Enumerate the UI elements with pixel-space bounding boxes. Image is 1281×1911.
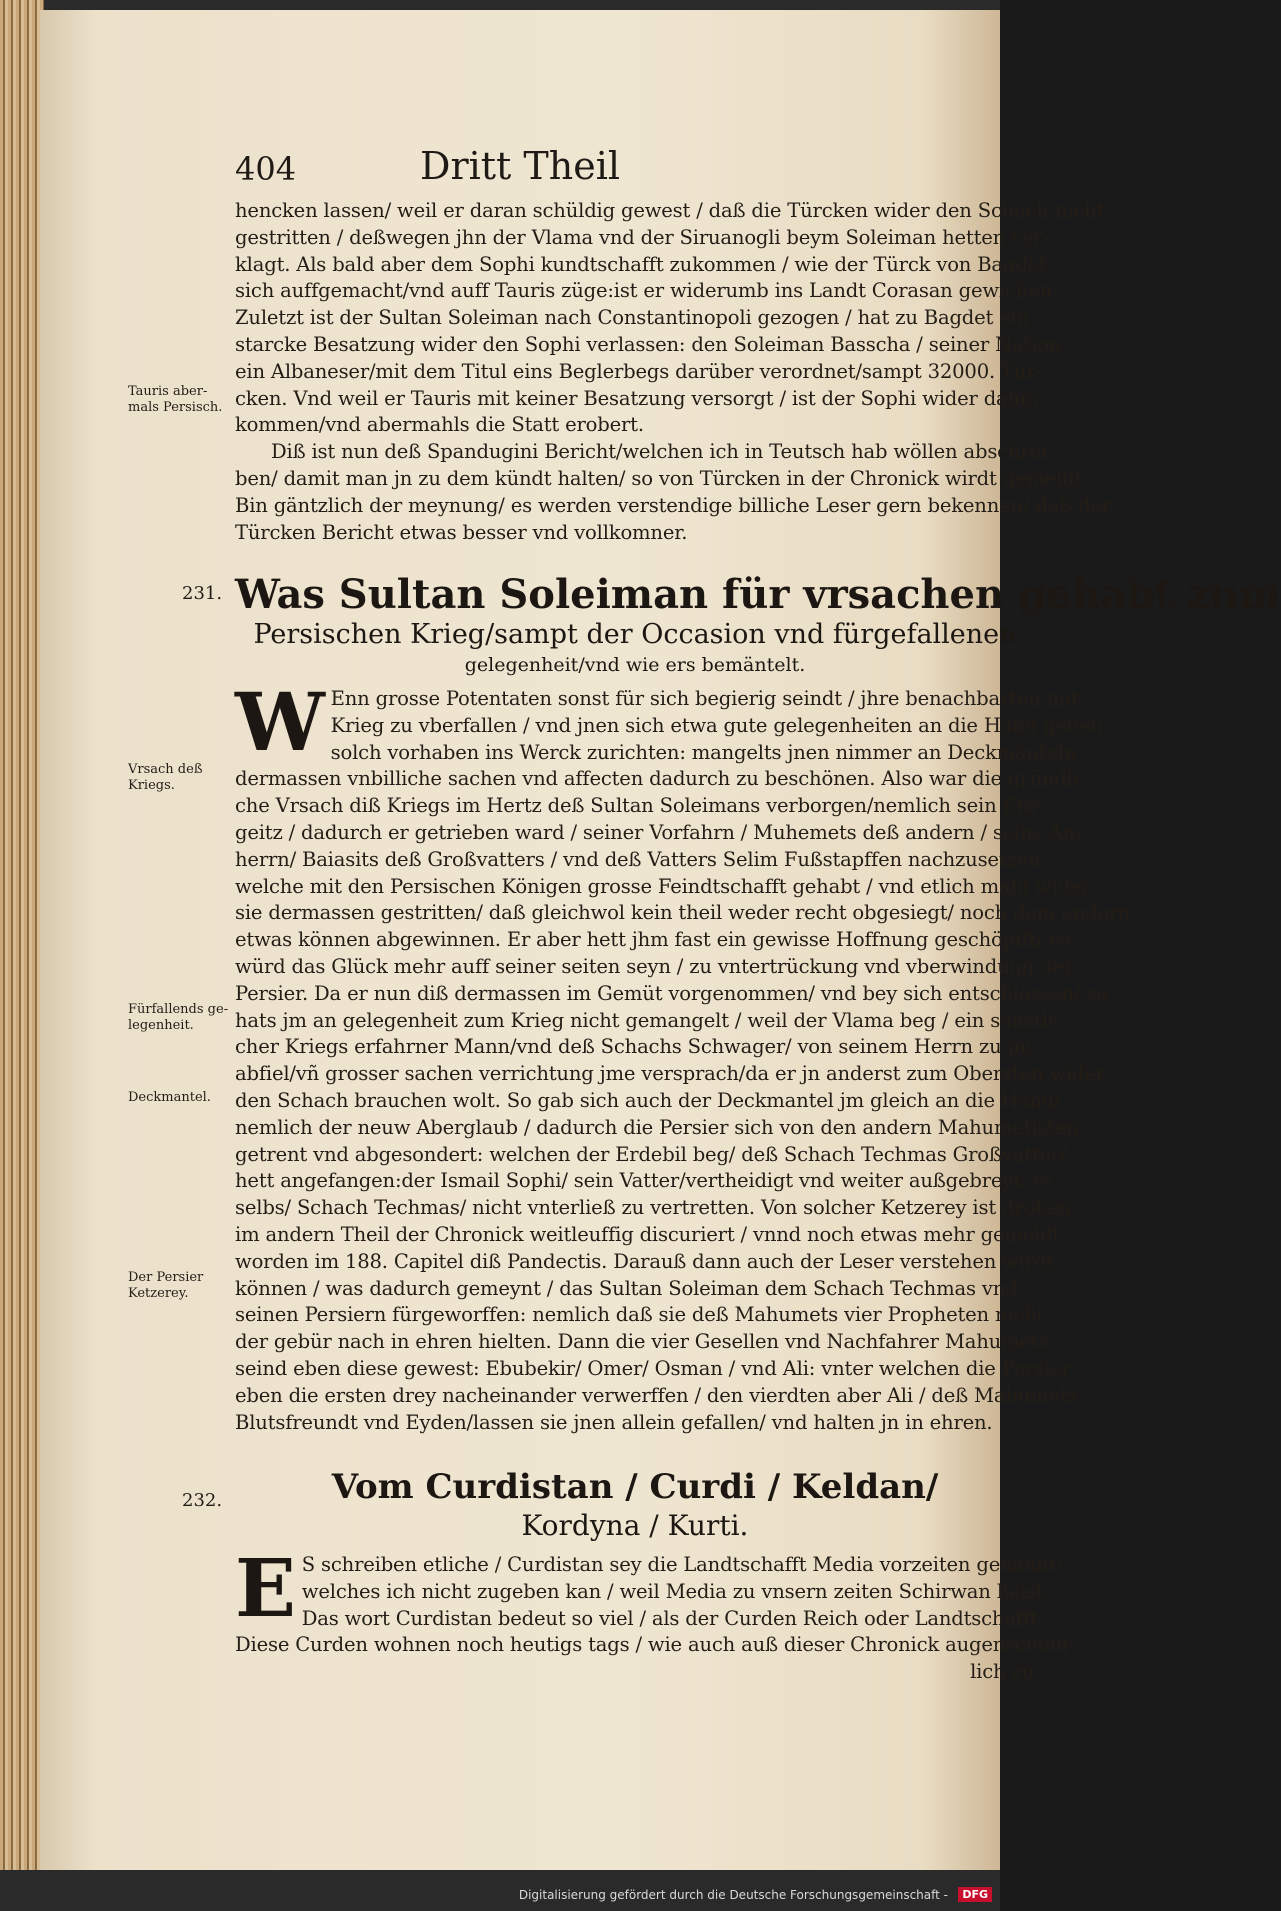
section-231-heading-line1: Was Sultan Soleiman für vrsachen gehabt zum [235,571,1281,618]
text-line: Blutsfreundt vnd Eyden/lassen sie jnen allein gefallen/ vnd halten jn in ehren. [235,1410,993,1434]
text-line: etwas können abgewinnen. Er aber hett jhm fast ein gewisse Hoffnung geschöpfft/ es [235,928,1071,952]
text-line: welche mit den Persischen Königen grosse Feindtschafft gehabt / vnd etlich mahl wider [235,874,1091,898]
text-line: können / was dadurch gemeynt / das Sultan Soleiman dem Schach Techmas vnd [235,1276,1018,1300]
text-line: starcke Besatzung wider den Sophi verlassen: den Soleiman Basscha / seiner Nation [235,332,1062,356]
text-line: hencken lassen/ weil er daran schüldig gewest / daß die Türcken wider den Schach nicht [235,199,1105,222]
text-line: der gebür nach in ehren hielten. Dann die vier Gesellen vnd Nachfahrer Mahumets [235,1330,1049,1354]
text-line: selbs/ Schach Techmas/ nicht vnterließ zu vertretten. Von solcher Ketzerey ist droben [235,1196,1072,1220]
section-number-232: 232. [182,1490,223,1511]
text-line: im andern Theil der Chronick weitleuffig discuriert / vnnd noch etwas mehr gemeldt [235,1222,1061,1246]
digitization-footer [0,1883,1000,1911]
text-line: hett angefangen:der Ismail Sophi/ sein Vatter/vertheidigt vnd weiter außgebreyt: er [235,1169,1054,1193]
text-line: geitz / dadurch er getrieben ward / seiner Vorfahrn / Muhemets deß andern / seins An- [235,820,1082,844]
dfg-credit: Digitalisierung gefördert durch die Deutsche Forschungsgemeinschaft - [518,1888,948,1902]
section-231-body [235,675,1131,1436]
running-head: Dritt Theil [419,144,621,188]
text-line: ein Albaneser/mit dem Titul eins Beglerbegs darüber verordnet/sampt 32000. Tür- [235,359,1042,383]
margin-note-ursach: Vrsach deß Kriegs. [128,762,203,793]
page-number: 404 [235,150,297,188]
text-line: Persier. Da er nun diß dermassen im Gemüt vorgenommen/ vnd bey sich entschlossen/ so [235,981,1108,1005]
text-line: eben die ersten drey nacheinander verwerffen / den vierdten aber Ali / deß Mahumets [235,1383,1078,1407]
text-line: ben/ damit man jn zu dem kündt halten/ so von Türcken in der Chronick wirdt gemeldt. [235,466,1089,490]
section-number-231: 231. [182,583,223,604]
text-line: Bin gäntzlich der meynung/ es werden verstendige billiche Leser gern bekennen/ daß der [235,493,1112,517]
text-line: Das wort Curdistan bedeut so viel / als der Curden Reich oder Landtschafft. [301,1606,1044,1630]
text-line: herrn/ Baiasits deß Großvatters / vnd deß Vatters Selim Fußstapffen nachzusetzen [235,847,1041,871]
dropcap-e: E [235,1541,296,1635]
book-page-edges [0,0,44,1870]
dropcap-w: W [235,675,325,769]
section-231-heading-line2: Persischen Krieg/sampt der Occasion vnd fürgefallenen [253,619,1017,650]
margin-note-fuerfallend: Fürfallends ge- legenheit. [128,1002,229,1033]
text-line: che Vrsach diß Kriegs im Hertz deß Sultan Soleimans verborgen/nemlich sein Ehr- [235,794,1045,818]
margin-note-ketzerey: Der Persier Ketzerey. [128,1270,204,1301]
text-line: hats jm an gelegenheit zum Krieg nicht gemangelt / weil der Vlama beg / ein sonstli- [235,1008,1061,1032]
text-line: seinen Persiern fürgeworffen: nemlich daß sie deß Mahumets vier Propheten nicht [235,1303,1045,1327]
text-line: sie dermassen gestritten/ daß gleichwol kein theil weder recht obgesiegt/ noch dem andern [235,901,1131,925]
body-text-top [235,198,1112,546]
section-231-heading-line3: gelegenheit/vnd wie ers bemäntelt. [464,654,806,676]
text-line: seind eben diese gewest: Ebubekir/ Omer/ Osman / vnd Ali: vnter welchen die Persier [235,1356,1071,1380]
text-line: cher Kriegs erfahrner Mann/vnd deß Schachs Schwager/ von seinem Herrn zu jm [235,1035,1032,1059]
text-line: getrent vnd abgesondert: welchen der Erdebil beg/ deß Schach Techmas Großvatter/ [235,1142,1067,1166]
text-line: worden im 188. Capitel diß Pandectis. Darauß dann auch der Leser verstehen wirdt [235,1249,1055,1273]
text-line: sich auffgemacht/vnd auff Tauris züge:ist er widerumb ins Landt Corasan gewichen. [235,279,1059,303]
text-line: welches ich nicht zugeben kan / weil Media zu vnsern zeiten Schirwan heist. [301,1579,1051,1603]
dfg-logo: DFG [958,1887,992,1902]
margin-note-tauris: Tauris aber- mals Persisch. [128,384,223,415]
text-line: gestritten / deßwegen jhn der Vlama vnd der Siruanogli beym Soleiman hetten ver- [235,225,1049,249]
text-line: den Schach brauchen wolt. So gab sich auch der Deckmantel jm gleich an die Hand/ [235,1088,1061,1112]
section-232-body [235,1541,1075,1686]
text-line: solch vorhaben ins Werck zurichten: mangelts jnen nimmer an Deckmänteln [330,740,1077,764]
text-line: lich zu [970,1660,1034,1684]
text-line: nemlich der neuw Aberglaub / dadurch die Persier sich von den andern Mahumetisten [235,1115,1079,1139]
text-line: cken. Vnd weil er Tauris mit keiner Besatzung versorgt / ist der Sophi wider dahin [235,386,1039,410]
text-line: S schreiben etliche / Curdistan sey die Landtschafft Media vorzeiten genannt/ [301,1553,1063,1576]
text-line: klagt. Als bald aber dem Sophi kundtschafft zukommen / wie der Türck von Bagdet [235,252,1047,276]
text-line: Krieg zu vberfallen / vnd jnen sich etwa gute gelegenheiten an die Hand geben [330,713,1103,737]
margin-note-deckmantel: Deckmantel. [128,1090,211,1105]
text-line: würd das Glück mehr auff seiner seiten seyn / zu vntertrückung vnd vberwindung der [235,954,1074,978]
text-line: abfiel/vñ grosser sachen verrichtung jme versprach/da er jn anderst zum Obersten wider [235,1062,1105,1086]
text-line: Diß ist nun deß Spandugini Bericht/welchen ich in Teutsch hab wöllen abschrei- [271,440,1054,464]
text-line: Enn grosse Potentaten sonst für sich begierig seindt / jhre benachbarten mit [330,687,1079,710]
text-line: kommen/vnd abermahls die Statt erobert. [235,413,644,437]
section-232-heading-line1: Vom Curdistan / Curdi / Keldan/ [331,1467,939,1507]
text-line: Zuletzt ist der Sultan Soleiman nach Constantinopoli gezogen / hat zu Bagdet ein [235,306,1030,330]
book-page [40,10,1281,1870]
text-line: dermassen vnbilliche sachen vnd affecten dadurch zu beschönen. Also war die gründli- [235,767,1086,791]
section-232-heading-line2: Kordyna / Kurti. [521,1509,749,1542]
text-line: Türcken Bericht etwas besser vnd vollkomner. [235,520,688,544]
text-line: Diese Curden wohnen noch heutigs tags / wie auch auß dieser Chronick augenschein- [235,1633,1075,1657]
